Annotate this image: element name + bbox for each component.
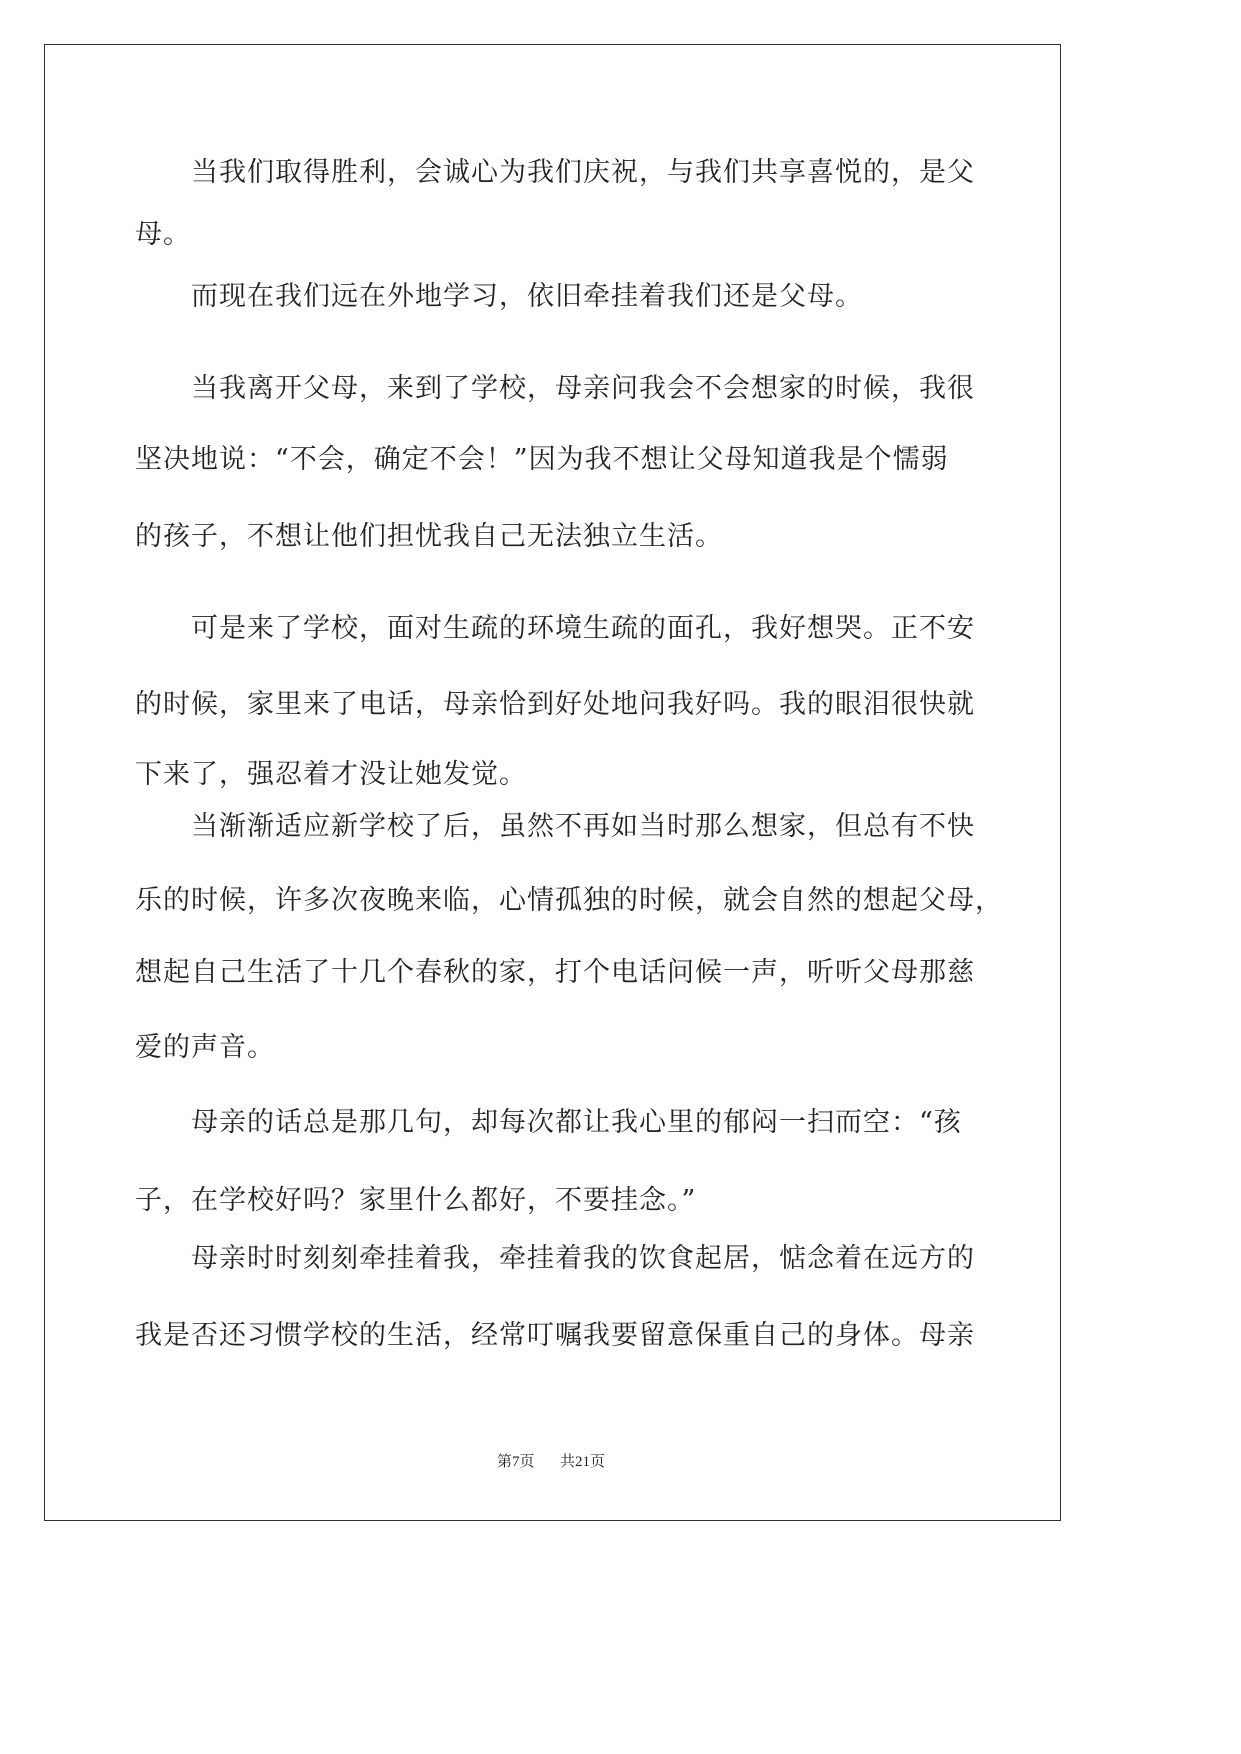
text-line: 想起自己生活了十几个春秋的家，打个电话问候一声，听听父母那慈: [135, 957, 975, 988]
page-number-total: 共21页: [560, 1454, 606, 1470]
text-line: 坚决地说：“不会，确定不会！”因为我不想让父母知道我是个懦弱: [135, 444, 949, 475]
page-footer: [0, 1450, 1102, 1471]
text-line: 当渐渐适应新学校了后，虽然不再如当时那么想家，但总有不快: [191, 811, 975, 842]
text-line: 可是来了学校，面对生疏的环境生疏的面孔，我好想哭。正不安: [191, 613, 975, 644]
text-line: 母。: [135, 219, 191, 250]
text-line: 母亲时时刻刻牵挂着我，牵挂着我的饮食起居，惦念着在远方的: [191, 1243, 975, 1274]
text-line: 爱的声音。: [135, 1032, 275, 1063]
text-line: 的时候，家里来了电话，母亲恰到好处地问我好吗。我的眼泪很快就: [135, 689, 975, 720]
text-line: 下来了，强忍着才没让她发觉。: [135, 759, 527, 790]
page-number-current: 第7页: [496, 1454, 535, 1470]
text-line: 母亲的话总是那几句，却每次都让我心里的郁闷一扫而空：“孩: [191, 1107, 962, 1138]
text-line: 的孩子，不想让他们担忧我自己无法独立生活。: [135, 521, 723, 552]
text-line: 当我离开父母，来到了学校，母亲问我会不会想家的时候，我很: [191, 373, 975, 404]
text-line: 我是否还习惯学校的生活，经常叮嘱我要留意保重自己的身体。母亲: [135, 1320, 975, 1351]
text-line: 乐的时候，许多次夜晚来临，心情孤独的时候，就会自然的想起父母，: [135, 885, 1003, 916]
text-line: 而现在我们远在外地学习，依旧牵挂着我们还是父母。: [191, 281, 863, 312]
text-line: 子，在学校好吗？家里什么都好，不要挂念。”: [135, 1185, 697, 1216]
text-line: 当我们取得胜利，会诚心为我们庆祝，与我们共享喜悦的，是父: [191, 157, 975, 188]
